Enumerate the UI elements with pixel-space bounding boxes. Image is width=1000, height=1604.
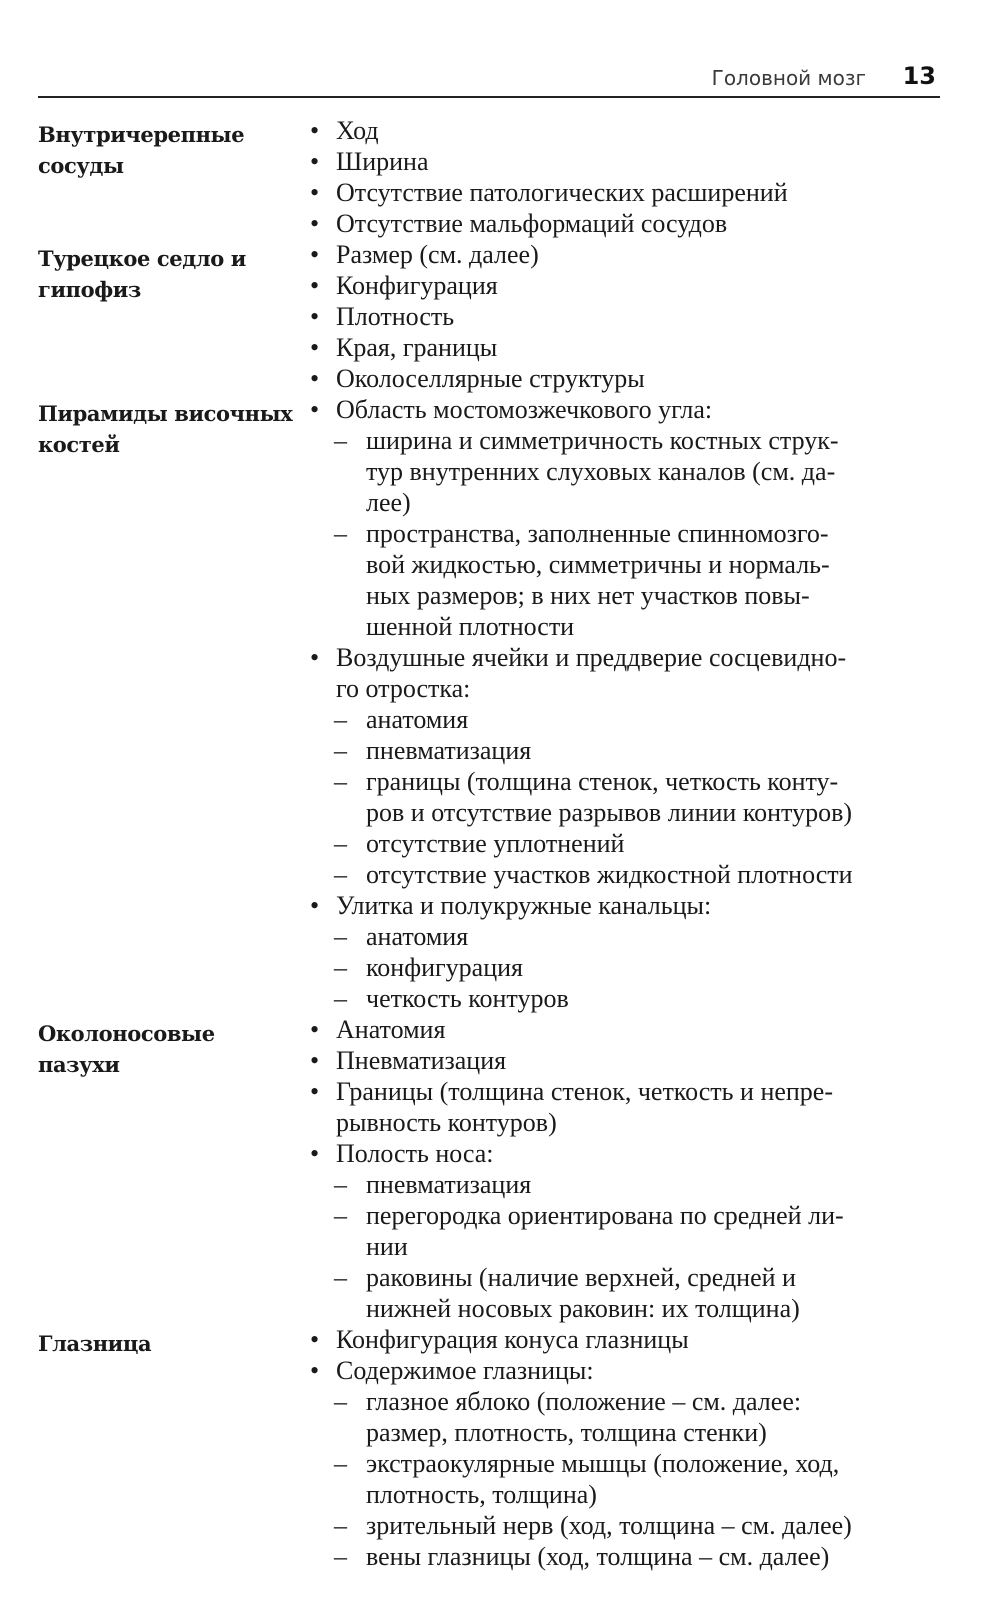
section-label: Турецкое седло и гипофиз (38, 246, 246, 302)
item-text: Размер (см. далее) (336, 240, 539, 269)
dash-marker: – (334, 1449, 347, 1478)
item-text: отсутствие уплотнений (366, 829, 625, 858)
item-line: ных размеров; в них нет участков повы- (366, 581, 810, 610)
dash-marker: – (334, 519, 347, 548)
item-line: экстраокулярные мышцы (положение, ход, (366, 1449, 840, 1478)
dash-marker: – (334, 426, 347, 455)
running-header (38, 58, 940, 98)
dash-marker: – (334, 1263, 347, 1292)
section-label: Околоносовые пазухи (38, 1021, 215, 1077)
dash-marker: – (334, 1387, 347, 1416)
item-line: границы (толщина стенок, четкость конту- (366, 767, 839, 796)
dash-subitem (306, 983, 948, 1014)
item-text: вены глазницы (ход, толщина – см. далее) (366, 1542, 830, 1571)
header-rule (38, 96, 940, 98)
item-line: вой жидкостью, симметричны и нормаль- (366, 550, 830, 579)
dash-subitem (306, 952, 948, 983)
bullet-item (306, 642, 948, 704)
dash-subitem (306, 1200, 948, 1262)
bullet-item (306, 1076, 948, 1138)
item-text: зрительный нерв (ход, толщина – см. далее) (366, 1511, 852, 1540)
section-items (306, 115, 948, 239)
item-line: рывность контуров) (336, 1108, 557, 1137)
item-text: отсутствие участков жидкостной плотности (366, 860, 853, 889)
dash-marker: – (334, 922, 347, 951)
item-text: Ход (336, 116, 379, 145)
bullet-item (306, 270, 948, 301)
dash-marker: – (334, 1542, 347, 1571)
section-items (306, 1324, 948, 1572)
checklist-table (38, 115, 948, 1572)
dash-marker: – (334, 953, 347, 982)
bullet-item (306, 363, 948, 394)
bullet-marker: • (310, 395, 320, 424)
bullet-item (306, 115, 948, 146)
item-line: плотность, толщина) (366, 1480, 597, 1509)
bullet-item (306, 301, 948, 332)
dash-subitem (306, 859, 948, 890)
dash-subitem (306, 1448, 948, 1510)
item-text: Полость носа: (336, 1139, 494, 1168)
item-text: пневматизация (366, 1170, 532, 1199)
bullet-item (306, 177, 948, 208)
section-items (306, 239, 948, 394)
item-line: лее) (366, 488, 411, 517)
item-line: Воздушные ячейки и преддверие сосцевидно- (336, 643, 847, 672)
item-text: пневматизация (366, 736, 532, 765)
bullet-marker: • (310, 333, 320, 362)
item-text: Отсутствие мальформаций сосудов (336, 209, 728, 238)
section-row (38, 1014, 948, 1324)
dash-marker: – (334, 705, 347, 734)
running-head-title: Головной мозг (711, 66, 866, 90)
item-text: Конфигурация (336, 271, 498, 300)
item-text: Ширина (336, 147, 429, 176)
item-line: ширина и симметричность костных струк- (366, 426, 839, 455)
item-text: анатомия (366, 705, 469, 734)
item-line: шенной плотности (366, 612, 575, 641)
item-text: конфигурация (366, 953, 523, 982)
bullet-marker: • (310, 1139, 320, 1168)
item-text: Содержимое глазницы: (336, 1356, 594, 1385)
dash-subitem (306, 1169, 948, 1200)
bullet-item (306, 1355, 948, 1386)
dash-subitem (306, 735, 948, 766)
item-line: нижней носовых раковин: их толщина) (366, 1294, 800, 1323)
item-text: четкость контуров (366, 984, 569, 1013)
dash-subitem (306, 921, 948, 952)
dash-subitem (306, 1262, 948, 1324)
item-line: нии (366, 1232, 408, 1261)
section-row (38, 239, 948, 394)
bullet-marker: • (310, 891, 320, 920)
bullet-marker: • (310, 178, 320, 207)
bullet-marker: • (310, 364, 320, 393)
bullet-item (306, 1014, 948, 1045)
dash-marker: – (334, 736, 347, 765)
bullet-item (306, 332, 948, 363)
section-label: Пирамиды височных костей (38, 401, 293, 457)
bullet-marker: • (310, 1325, 320, 1354)
bullet-marker: • (310, 147, 320, 176)
bullet-marker: • (310, 1015, 320, 1044)
bullet-marker: • (310, 240, 320, 269)
item-line: го отростка: (336, 674, 471, 703)
page-number: 13 (902, 62, 936, 90)
bullet-item (306, 146, 948, 177)
dash-marker: – (334, 829, 347, 858)
dash-subitem (306, 704, 948, 735)
item-line: раковины (наличие верхней, средней и (366, 1263, 796, 1292)
item-line: размер, плотность, толщина стенки) (366, 1418, 767, 1447)
bullet-marker: • (310, 1046, 320, 1075)
item-text: Конфигурация конуса глазницы (336, 1325, 689, 1354)
section-items (306, 1014, 948, 1324)
item-line: пространства, заполненные спинномозго- (366, 519, 829, 548)
item-text: Отсутствие патологических расширений (336, 178, 788, 207)
dash-marker: – (334, 860, 347, 889)
bullet-marker: • (310, 643, 320, 672)
dash-subitem (306, 828, 948, 859)
bullet-marker: • (310, 271, 320, 300)
bullet-item (306, 1324, 948, 1355)
dash-subitem (306, 1510, 948, 1541)
item-text: Края, границы (336, 333, 498, 362)
bullet-item (306, 208, 948, 239)
item-text: Улитка и полукружные канальцы: (336, 891, 712, 920)
item-line: перегородка ориентирована по средней ли- (366, 1201, 844, 1230)
bullet-item (306, 1138, 948, 1169)
dash-marker: – (334, 1201, 347, 1230)
item-text: Околоселлярные структуры (336, 364, 645, 393)
dash-marker: – (334, 1170, 347, 1199)
item-text: Область мостомозжечкового угла: (336, 395, 713, 424)
dash-subitem (306, 518, 948, 642)
section-row (38, 1324, 948, 1572)
bullet-item (306, 1045, 948, 1076)
item-line: тур внутренних слуховых каналов (см. да- (366, 457, 836, 486)
bullet-marker: • (310, 116, 320, 145)
item-text: Пневматизация (336, 1046, 507, 1075)
bullet-marker: • (310, 1356, 320, 1385)
item-line: глазное яблоко (положение – см. далее: (366, 1387, 802, 1416)
section-row (38, 115, 948, 239)
dash-marker: – (334, 767, 347, 796)
bullet-item (306, 890, 948, 921)
bullet-item (306, 239, 948, 270)
item-text: Плотность (336, 302, 455, 331)
item-text: анатомия (366, 922, 469, 951)
dash-subitem (306, 1386, 948, 1448)
dash-subitem (306, 1541, 948, 1572)
section-label: Внутричерепные сосуды (38, 122, 245, 178)
bullet-marker: • (310, 302, 320, 331)
bullet-marker: • (310, 1077, 320, 1106)
dash-subitem (306, 425, 948, 518)
section-row (38, 394, 948, 1014)
item-line: Границы (толщина стенок, четкость и непре- (336, 1077, 834, 1106)
dash-subitem (306, 766, 948, 828)
section-items (306, 394, 948, 1014)
section-label: Глазница (38, 1331, 152, 1356)
item-line: ров и отсутствие разрывов линии контуров) (366, 798, 853, 827)
bullet-marker: • (310, 209, 320, 238)
item-text: Анатомия (336, 1015, 446, 1044)
dash-marker: – (334, 984, 347, 1013)
dash-marker: – (334, 1511, 347, 1540)
bullet-item (306, 394, 948, 425)
